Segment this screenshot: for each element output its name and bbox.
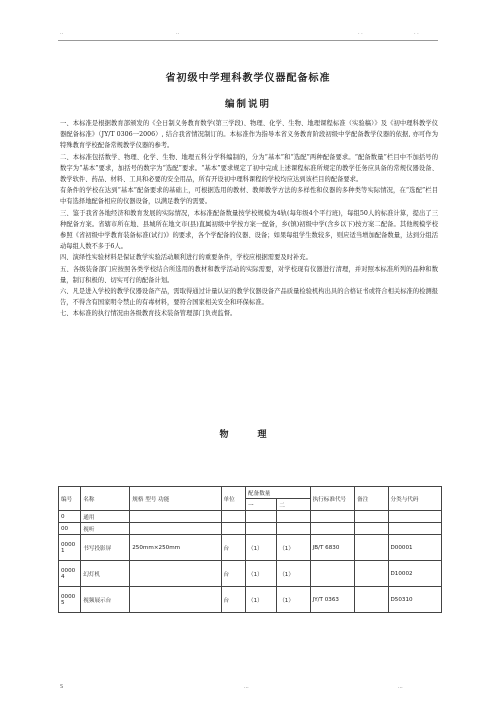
cell-code: 0: [59, 511, 81, 523]
section-title: 物 理: [219, 430, 277, 440]
cell-remark: [355, 523, 388, 535]
cell-code: 00004: [59, 561, 81, 587]
cell-spec: [130, 523, 221, 535]
table-row: [59, 587, 442, 613]
cell-unit: 台: [221, 561, 245, 587]
cell-remark: [355, 535, 388, 561]
cell-q2: （1）: [277, 587, 310, 613]
paragraph: 五、各级装备部门应按照各类学校结合所选用的教材和教学活动的实际需要，对学校现有仪器进行清理，并对照本标准所列的品种和数量，制订积极的、切实可行的配备计划。: [60, 265, 438, 284]
cell-code: 00001: [59, 535, 81, 561]
cell-q1: [246, 523, 277, 535]
cell-category: D50310: [388, 587, 442, 613]
cell-q1: （1）: [246, 561, 277, 587]
cell-code: 00: [59, 523, 81, 535]
cell-unit: 台: [221, 535, 245, 561]
cell-name: 视频展示台: [81, 587, 130, 613]
header-mark: ..: [60, 30, 64, 36]
header-quantity-1: 一: [246, 499, 277, 511]
cell-category: [388, 523, 442, 535]
cell-remark: [355, 511, 388, 523]
cell-unit: [221, 523, 245, 535]
cell-q2: （1）: [277, 535, 310, 561]
document-title: 省初级中学理科教学仪器配备标准: [165, 73, 331, 84]
cell-q2: （1）: [277, 561, 310, 587]
table-row: [59, 561, 442, 587]
table-row: [59, 523, 442, 535]
header-spec: 规格 型号 功能: [130, 487, 221, 511]
header-quantity: 配备数量: [246, 487, 311, 499]
cell-q1: [246, 511, 277, 523]
footer-right: ...: [398, 684, 403, 690]
header-quantity-2: 二: [277, 499, 310, 511]
header-standard: 执行标准代号: [310, 487, 355, 511]
footer-left: S: [60, 684, 64, 690]
equipment-table: [58, 486, 442, 613]
cell-remark: [355, 561, 388, 587]
cell-standard: JY/T 0363: [310, 587, 355, 613]
cell-unit: 台: [221, 587, 245, 613]
cell-standard: [310, 523, 355, 535]
cell-spec: [130, 587, 221, 613]
cell-spec: [130, 511, 221, 523]
table-row: [59, 511, 442, 523]
paragraph: 七、本标准的执行情况由各级教育技术装备管理部门负责监督。: [60, 310, 237, 318]
header-divider: [58, 40, 438, 41]
footer-mid: ...: [244, 684, 249, 690]
document-subtitle: 编制说明: [224, 99, 271, 110]
cell-spec: 250mm×250mm: [130, 535, 221, 561]
cell-standard: JB/T 6830: [310, 535, 355, 561]
explanation-body: [60, 118, 438, 320]
cell-q1: （1）: [246, 587, 277, 613]
paragraph: 四、演绎性实验材料是保证教学实验活动顺利进行的重要条件，学校应根据需要及时补充。: [60, 254, 312, 262]
cell-q2: [277, 523, 310, 535]
cell-remark: [355, 587, 388, 613]
cell-name: 通用: [81, 511, 130, 523]
header-mark: . .: [414, 30, 419, 36]
header-category: 分类与代码: [388, 487, 442, 511]
cell-name: 幻灯机: [81, 561, 130, 587]
cell-spec: [130, 561, 221, 587]
paragraph: 一、本标准是根据教育部颁发的《全日制义务教育数学(第三学段)、物理、化学、生物、地理课程标准（实验稿）》及《初中理科教学仪器配备标准》（JY/T 0306一2006）, 结合我省情况制订的。本标准作为指导本省义务教育阶段初级中学配备教学仪器的依据, 亦可作为特殊教育学校配备常规教学仪器的参考。: [60, 120, 438, 150]
paragraph: 有条件的学校在达到“基本”配备要求的基础上，可根据选用的教材、教师教学方法的多样性和仪器的多种类等实际情况，在“选配”栏目中有选择地配备相应的仪器设备，以满足教学的需要。: [60, 187, 438, 206]
header-name: 名称: [81, 487, 130, 511]
cell-standard: [310, 511, 355, 523]
header-unit: 单位: [221, 487, 245, 511]
header-mark: ..: [176, 30, 180, 36]
header-marks: [58, 30, 438, 36]
header-code: 编号: [59, 487, 81, 511]
cell-category: D10002: [388, 561, 442, 587]
footer-marks: [58, 684, 438, 692]
cell-category: [388, 511, 442, 523]
cell-name: 书写投影屏: [81, 535, 130, 561]
cell-standard: [310, 561, 355, 587]
paragraph: 三、鉴于我省各地经济和教育发展的实际情况，本标准配备数量按学校规模为4轨(每年级4个平行班)，每组50人的标准计算，提出了三种配备方案。省辖市所在地、县城所在地文市(县)直属初级中学按方案一配备，乡(镇)初级中学(含乡以下)按方案二配备。其他规模学校参照《省初级中学教育装备标准(试行)》的要求，各个学配备的仪器、设备；如果每组学生数较多，则应适当增加配备数量，达到分组活动每组人数不多于6人。: [60, 209, 438, 251]
header-mark: . .: [358, 30, 363, 36]
cell-name: 视听: [81, 523, 130, 535]
table-header-row: [59, 487, 442, 499]
cell-q2: [277, 511, 310, 523]
paragraph: 二、本标准包括数学、物理、化学、生物、地理五科分学科编制的，分为“基本”和“选配”两种配备要求。“配备数量”栏目中不加括号的数字为“基本”要求，加括号的数字为“选配”要求。“基本”要求规定了初中完成上述课程标准所规定的教学任务应具备的常规仪器设备、教学软件、药品、材料、工具和必要的安全用品，所有开设初中理科课程的学校均应达到该栏目的配备要求。: [60, 153, 438, 184]
cell-code: 00005: [59, 587, 81, 613]
table-row: [59, 535, 442, 561]
cell-q1: （1）: [246, 535, 277, 561]
paragraph: 六、凡是进入学校的教学仪器设备产品，需取得通过计量认证的教学仪器设备产品质量检验机构出具的合格证书或符合相关标准的检测报告，不得含有国家明令禁止的有毒材料，要符合国家相关安全和环保标准。: [60, 288, 438, 307]
header-remark: 备注: [355, 487, 388, 511]
cell-category: D00001: [388, 535, 442, 561]
cell-unit: [221, 511, 245, 523]
